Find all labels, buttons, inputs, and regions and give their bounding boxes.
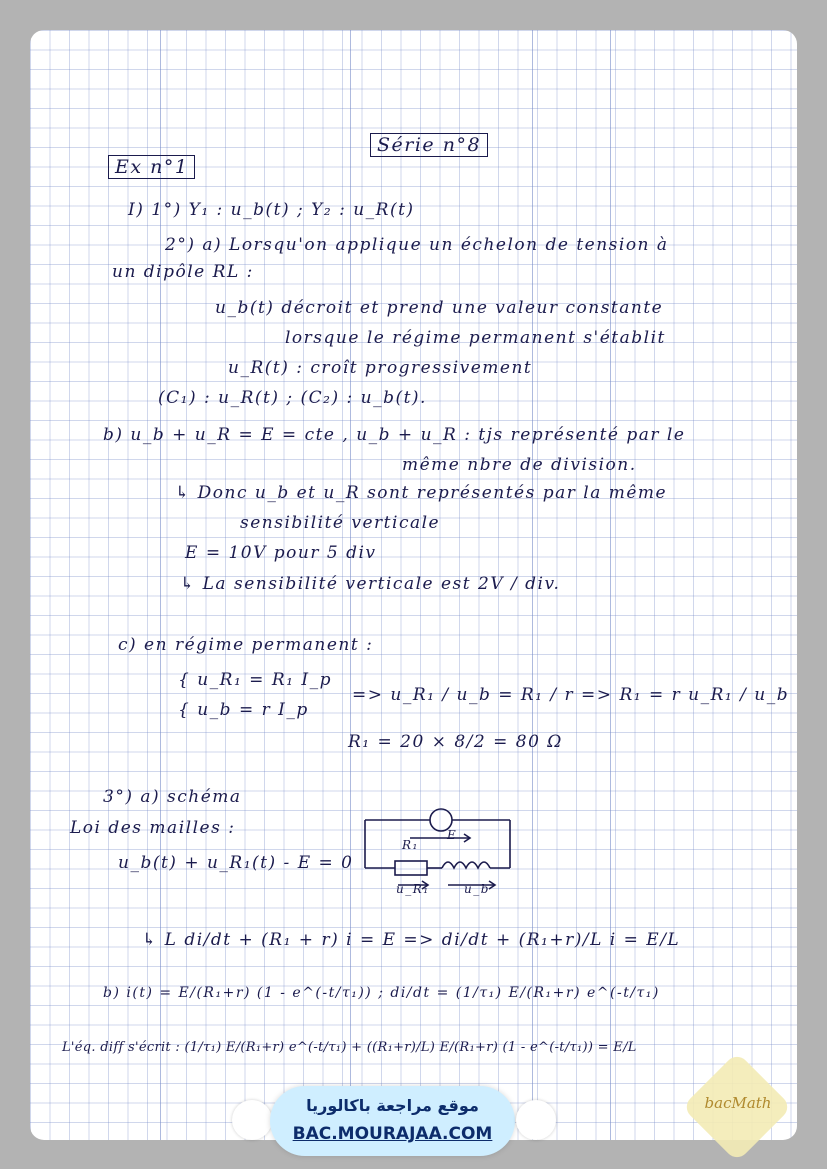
line-3: un dipôle RL : (112, 262, 254, 282)
resistor-icon (395, 861, 427, 875)
line-17: => u_R₁ / u_b = R₁ / r => R₁ = r u_R₁ / u_b (352, 685, 790, 705)
line-14: c) en régime permanent : (118, 635, 374, 655)
line-22: ↳ L di/dt + (R₁ + r) i = E => di/dt + (R₁+r)/L i = E/L (142, 930, 681, 950)
line-20: Loi des mailles : (70, 818, 236, 838)
line-12: E = 10V pour 5 div (185, 543, 377, 563)
line-2: 2°) a) Lorsqu'on applique un échelon de tension à (165, 235, 669, 255)
line-1: I) 1°) Y₁ : u_b(t) ; Y₂ : u_R(t) (128, 200, 415, 220)
u-r-label: u_R₁ (396, 882, 430, 896)
site-logo-icon (232, 1100, 272, 1140)
line-15: { u_R₁ = R₁ I_p (178, 670, 332, 690)
coil-icon (442, 862, 490, 868)
margin-line (610, 30, 611, 1140)
margin-line (160, 30, 161, 1140)
circuit-schema (360, 798, 520, 893)
badge-label: bacMath (704, 1094, 772, 1112)
line-18: R₁ = 20 × 8/2 = 80 Ω (348, 732, 563, 752)
site-banner[interactable] (270, 1086, 515, 1156)
line-11: sensibilité verticale (240, 513, 441, 533)
notebook-page (30, 30, 797, 1140)
site-logo-icon (516, 1100, 556, 1140)
line-23: b) i(t) = E/(R₁+r) (1 - e^(-t/τ₁)) ; di/dt = (1/τ₁) E/(R₁+r) e^(-t/τ₁) (103, 985, 660, 1001)
site-name: موقع مراجعة باكالوريا (306, 1096, 479, 1115)
line-4: u_b(t) décroit et prend une valeur constante (215, 298, 664, 318)
line-6: u_R(t) : croît progressivement (228, 358, 533, 378)
resistor-label: R₁ (402, 838, 419, 852)
generator-label: E (447, 828, 458, 842)
line-24: L'éq. diff s'écrit : (1/τ₁) E/(R₁+r) e^(-t/τ₁) + ((R₁+r)/L) E/(R₁+r) (1 - e^(-t/τ₁)) = E/L (62, 1040, 637, 1055)
line-21: u_b(t) + u_R₁(t) - E = 0 (118, 853, 354, 873)
line-10: ↳ Donc u_b et u_R sont représentés par la même (175, 483, 668, 503)
page-title: Série n°8 (370, 133, 488, 157)
u-b-label: u_b (464, 882, 490, 896)
line-19: 3°) a) schéma (103, 787, 242, 807)
line-9: même nbre de division. (402, 455, 637, 475)
line-16: { u_b = r I_p (178, 700, 309, 720)
line-13: ↳ La sensibilité verticale est 2V / div. (180, 574, 561, 594)
line-5: lorsque le régime permanent s'établit (285, 328, 666, 348)
site-url-link[interactable]: BAC.MOURAJAA.COM (292, 1124, 493, 1144)
line-7: (C₁) : u_R(t) ; (C₂) : u_b(t). (158, 388, 427, 408)
line-8: b) u_b + u_R = E = cte , u_b + u_R : tjs représenté par le (103, 425, 686, 445)
exercise-label: Ex n°1 (108, 155, 195, 179)
